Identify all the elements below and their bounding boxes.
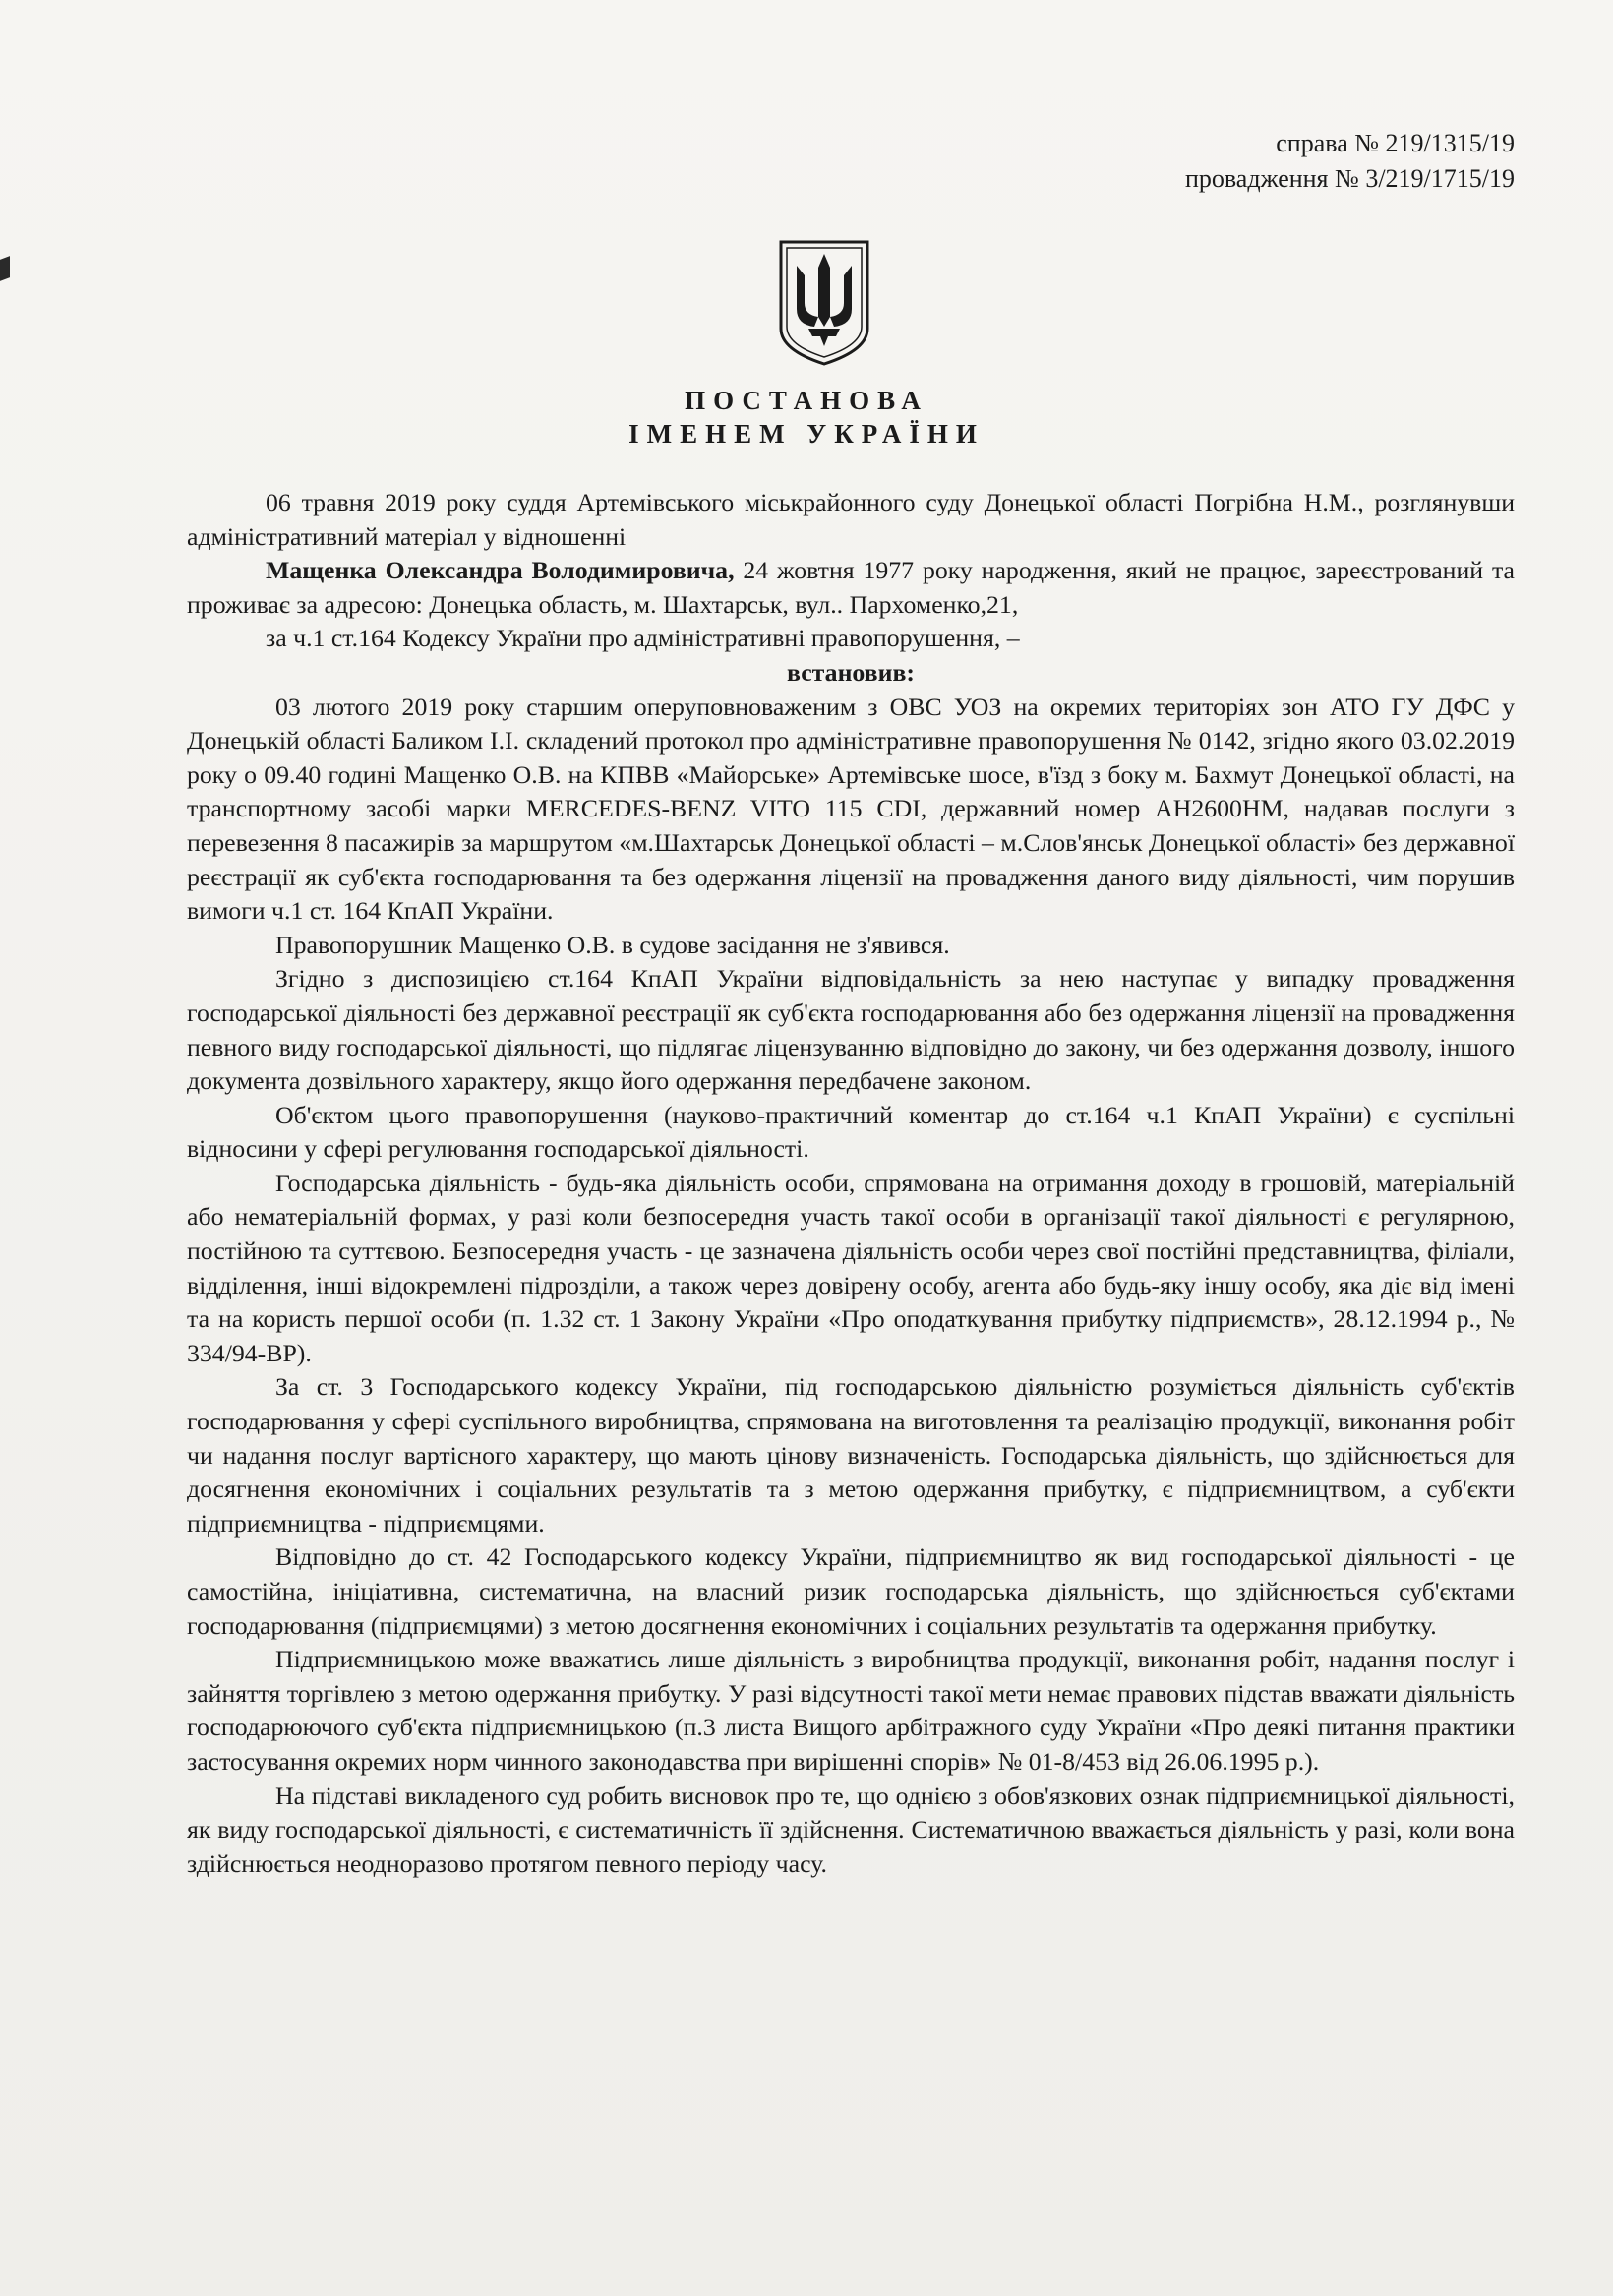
paragraph-article: за ч.1 ст.164 Кодексу України про адміністративні правопорушення, – <box>266 624 1020 653</box>
paragraph-article-3: За ст. 3 Господарського кодексу України, під господарською діяльністю розуміється діяльність суб'єктів господарювання у сфері суспільного виробництва, спрямована на виготовлення та реалізацію продукції, виконання робіт чи надання послуг вартісного характеру, що мають цінову визначеність. Господарська діяльність, що здійснюється для досягнення економічних і соціальних результатів та з метою одержання прибутку, є підприємництвом, а суб'єкти підприємництва - підприємцями. <box>187 1372 1515 1538</box>
scan-edge-mark <box>0 256 10 281</box>
document-subtitle: ІМЕНЕМ УКРАЇНИ <box>628 419 985 449</box>
proceeding-number: провадження № 3/219/1715/19 <box>1184 164 1515 193</box>
paragraph-disposition: Згідно з диспозицією ст.164 КпАП України відповідальність за нею наступає у випадку провадження господарської діяльності без державної реєстрації як суб'єкта господарювання або без одержання ліцензії на провадження певного виду господарської діяльності, що підлягає ліцензуванню відповідно до закону, чи без одержання дозволу, іншого документа дозвільного характеру, якщо його одержання передбачене законом. <box>187 964 1515 1096</box>
case-number: справа № 219/1315/19 <box>1276 129 1515 157</box>
paragraph-protocol: 03 лютого 2019 року старшим оперуповноваженим з ОВС УОЗ на окремих територіях зон АТО ГУ ДФС у Донецькій області Баликом І.І. складений протокол про адміністративне правопорушення № 0142, згідно якого 03.02.2019 року о 09.40 годині Мащенко О.В. на КПВВ «Майорське» Артемівське шосе, в'їзд з боку м. Бахмут Донецької області, на транспортному засобі марки MERCEDES-BENZ VITO 115 CDI, державний номер АН2600НМ, надавав послуги з перевезення 8 пасажирів за маршрутом «м.Шахтарськ Донецької області – м.Слов'янськ Донецької області» без державної реєстрації як суб'єкта господарювання та без одержання ліцензії на провадження даного виду діяльності, чим порушив вимоги ч.1 ст. 164 КпАП України. <box>187 692 1515 926</box>
case-numbers <box>1185 126 1515 197</box>
person-name: Мащенка Олександра Володимировича, <box>266 556 735 585</box>
document-title: ПОСТАНОВА <box>685 386 928 415</box>
trident-emblem-icon <box>775 238 873 368</box>
established-heading: встановив: <box>786 657 916 687</box>
paragraph-article-42: Відповідно до ст. 42 Господарського кодексу України, підприємництво як вид господарської діяльності - це самостійна, ініціативна, систематична, на власний ризик господарська діяльність, що здійснюється суб'єктами господарювання (підприємцями) з метою досягнення економічних і соціальних результатів та одержання прибутку. <box>187 1542 1515 1640</box>
paragraph-person <box>187 554 1515 622</box>
paragraph-conclusion: На підставі викладеного суд робить висновок про те, що однією з обов'язкових ознак підприємницької діяльності, як виду господарської діяльності, є систематичність її здійснення. Систематичною вважається діяльність у разі, коли вона здійснюється неодноразово протягом певного періоду часу. <box>187 1781 1515 1878</box>
paragraph-economic-activity: Господарська діяльність - будь-яка діяльність особи, спрямована на отримання доходу в грошовій, матеріальній або нематеріальній формах, у разі коли безпосередня участь такої особи в організації такої діяльності є регулярною, постійною та суттєвою. Безпосередня участь - це зазначена діяльність особи через свої постійні представництва, філіали, відділення, інші відокремлені підрозділи, а також через довірену особу, агента або будь-яку іншу особу, яка діє від імені та на користь першої особи (п. 1.32 ст. 1 Закону України «Про оподаткування прибутку підприємств», 28.12.1994 р., № 334/94-ВР). <box>187 1168 1515 1367</box>
document-body <box>187 486 1515 1881</box>
paragraph-object: Об'єктом цього правопорушення (науково-практичний коментар до ст.164 ч.1 КпАП України) є суспільні відносини у сфері регулювання господарської діяльності. <box>187 1100 1515 1164</box>
person-details: 24 жовтня 1977 року народження, який не працює, зареєстрований та проживає за адресою: Донецька область, м. Шахтарськ, вул.. Пархоменко,21, <box>187 556 1515 619</box>
paragraph-absence: Правопорушник Мащенко О.В. в судове засідання не з'явився. <box>275 930 950 959</box>
paragraph-intro: 06 травня 2019 року суддя Артемівського міськрайонного суду Донецької області Погрібна Н.М., розглянувши адміністративний матеріал у відношенні <box>187 488 1515 551</box>
paragraph-entrepreneurship: Підприємницькою може вважатись лише діяльність з виробництва продукції, виконання робіт, надання послуг і зайняття торгівлею з метою одержання прибутку. У разі відсутності такої мети немає правових підстав вважати діяльність господарюючого суб'єкта підприємницькою (п.3 листа Вищого арбітражного суду України «Про деякі питання практики застосування окремих норм чинного законодавства при вирішенні спорів» № 01-8/453 від 26.06.1995 р.). <box>187 1645 1515 1776</box>
